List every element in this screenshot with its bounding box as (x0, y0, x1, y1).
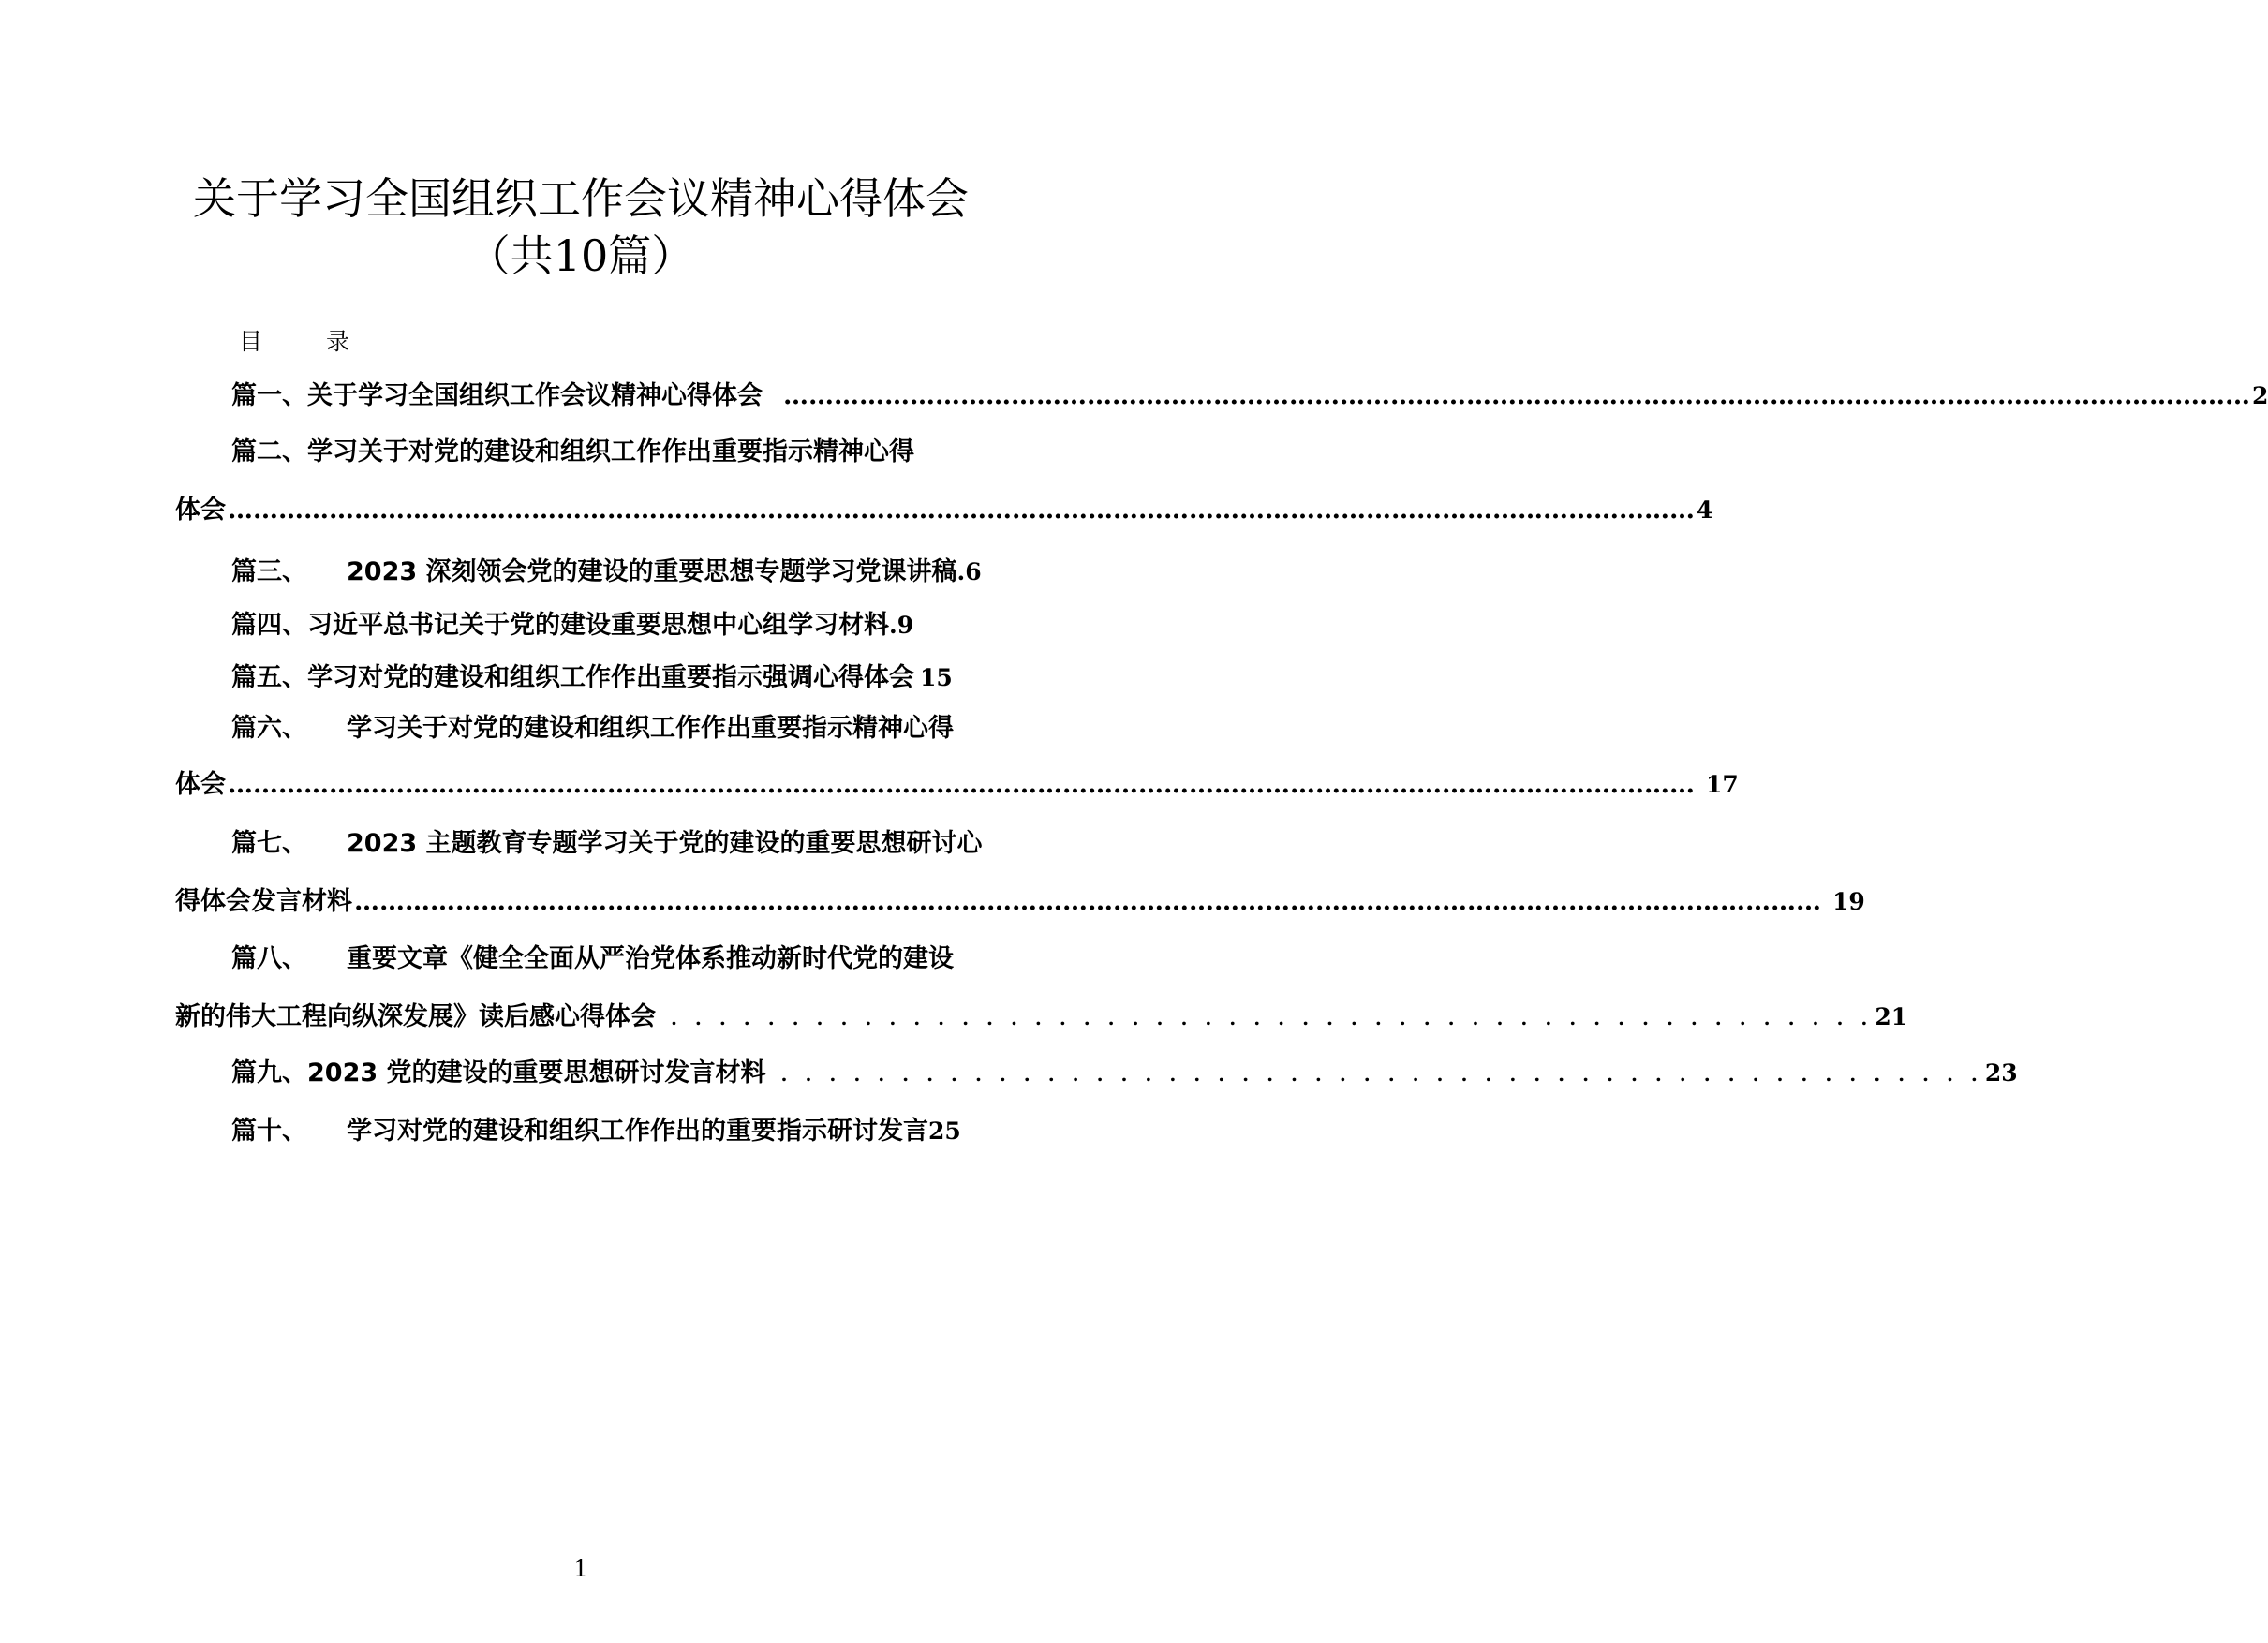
toc-entry-4[interactable] (231, 609, 913, 643)
toc-entry-text: 体会 (175, 496, 226, 525)
toc-entry-8[interactable] (231, 942, 954, 976)
toc-entry-6-continuation[interactable] (175, 768, 1739, 802)
toc-entry-7-continuation[interactable] (175, 885, 1865, 919)
toc-entry-prefix: 篇二、 (231, 437, 307, 466)
toc-entry-prefix: 篇四、 (231, 611, 307, 640)
toc-entry-prefix: 篇八、 (231, 944, 307, 973)
toc-entry-2[interactable] (231, 436, 914, 469)
toc-entry-text: 学习对党的建设和组织工作作出的重要指示研讨发言 (347, 1117, 928, 1146)
toc-entry-text: 重要文章《健全全面从严治党体系推动新时代党的建设 (347, 944, 954, 973)
toc-page-number: 23 (1984, 1059, 2018, 1087)
toc-entry-prefix: 篇五、 (231, 663, 307, 692)
toc-leader-dots: . . . . . . . . . . . . . . . . . . . . . . . . . . . . . . . . . . . . . . . . . . . . . . . . . . (671, 1007, 1874, 1029)
toc-heading: 目 录 (239, 328, 378, 355)
toc-entry-prefix: 篇十、 (231, 1117, 307, 1146)
toc-page-number: 17 (1706, 771, 1739, 798)
toc-entry-8-continuation[interactable] (175, 1000, 1908, 1035)
toc-entry-text: 学习对党的建设和组织工作作出重要指示强调心得体会 (307, 663, 914, 692)
toc-page-number: .6 (956, 558, 982, 585)
toc-page-number: 19 (1832, 888, 1865, 915)
document-subtitle: （共10篇） (467, 230, 695, 281)
document-title: 关于学习全国组织工作会议精神心得体会 (193, 173, 969, 224)
toc-entry-6[interactable] (231, 712, 954, 746)
page-number-footer: 1 (573, 1555, 588, 1582)
toc-leader-dots: . . . . . . . . . . . . . . . . . . . . . . . . . . . . . . . . . . . . . . . . . . . . . . . . . . (780, 1063, 1983, 1086)
toc-leader-dots: ………………………………………………………………………………………………………………………………………………………… (228, 770, 1695, 799)
toc-entry-prefix: 篇九、 (231, 1058, 307, 1088)
toc-entry-text: 学习关于对党的建设和组织工作作出重要指示精神心得 (307, 437, 914, 466)
toc-entry-prefix: 篇七、 (231, 829, 307, 858)
toc-entry-text: 学习关于对党的建设和组织工作作出重要指示精神心得 (347, 714, 954, 743)
toc-entry-prefix: 篇一、 (231, 381, 307, 410)
toc-page-number: 2 (2252, 382, 2268, 409)
toc-page-number: 15 (920, 664, 953, 691)
toc-entry-3[interactable] (231, 555, 982, 589)
toc-entry-10[interactable] (231, 1115, 961, 1148)
toc-entry-text: 关于学习全国组织工作会议精神心得体会 (307, 381, 763, 410)
toc-entry-text: 2023 党的建设的重要思想研讨发言材料 (307, 1058, 766, 1088)
toc-entry-7[interactable] (231, 827, 983, 861)
toc-entry-text: 体会 (175, 770, 226, 799)
toc-page-number: 25 (928, 1118, 961, 1145)
toc-entry-text: 得体会发言材料 (175, 887, 352, 916)
toc-leader-dots: ………………………………………………………………………………………………………………………………………………………… (354, 887, 1821, 916)
toc-entry-2-continuation[interactable] (175, 494, 1713, 527)
toc-entry-9[interactable] (231, 1057, 2018, 1091)
toc-entry-text: 2023 深刻领会党的建设的重要思想专题学习党课讲稿 (347, 557, 957, 586)
toc-page-number: 4 (1697, 496, 1713, 524)
toc-leader-dots: ………………………………………………………………………………………………………………………………………………………… (228, 496, 1695, 525)
toc-entry-text: 2023 主题教育专题学习关于党的建设的重要思想研讨心 (347, 829, 983, 858)
toc-entry-5[interactable] (231, 661, 953, 695)
toc-page-number: .9 (889, 612, 914, 639)
toc-entry-prefix: 篇六、 (231, 714, 307, 743)
toc-page-number: 21 (1875, 1003, 1908, 1030)
toc-entry-prefix: 篇三、 (231, 557, 307, 586)
toc-entry-text: 习近平总书记关于党的建设重要思想中心组学习材料 (307, 611, 889, 640)
toc-entry-1[interactable] (231, 379, 2268, 413)
toc-leader-dots: ………………………………………………………………………………………………………………………………………………………… (783, 381, 2250, 410)
toc-entry-text: 新的伟大工程向纵深发展》读后感心得体会 (175, 1002, 656, 1031)
